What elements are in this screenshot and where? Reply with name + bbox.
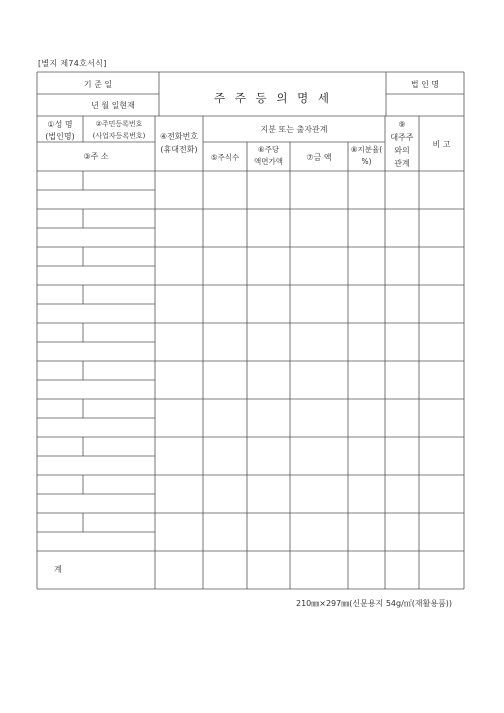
col-phone-line1: ④전화번호 bbox=[159, 132, 199, 141]
col-note: 비 고 bbox=[432, 140, 451, 149]
page-title: 주 주 등 의 명 세 bbox=[214, 91, 332, 105]
col-shares: ⑤주식수 bbox=[210, 153, 240, 162]
total-label: 계 bbox=[54, 565, 62, 574]
col-ratio-line1: ⑧지분율( bbox=[350, 145, 383, 154]
paper-spec-footer: 210㎜×297㎜(신문용지 54g/㎡(재활용품)) bbox=[296, 599, 453, 608]
date-line: 년 월 일현재 bbox=[91, 101, 135, 110]
col-phone-line2: (휴대전화) bbox=[160, 145, 198, 154]
base-date-label: 기 준 일 bbox=[83, 80, 113, 89]
col-id-line2: (사업자등록번호) bbox=[92, 132, 146, 140]
corp-name-label: 법 인 명 bbox=[410, 80, 440, 89]
col-name-line2: (법인명) bbox=[45, 132, 75, 141]
col-par-line1: ⑥주당 bbox=[257, 145, 280, 154]
col-relation-line1: ⑨ bbox=[398, 120, 406, 129]
col-group-shareholding: 지분 또는 출자관계 bbox=[260, 125, 328, 134]
col-par-line2: 액면가액 bbox=[254, 157, 283, 166]
col-address: ③주 소 bbox=[83, 152, 109, 161]
col-relation-line4: 관계 bbox=[394, 159, 410, 168]
col-ratio-line2: %) bbox=[361, 157, 372, 166]
col-id-line1: ②주민등록번호 bbox=[95, 120, 143, 128]
col-relation-line2: 대주주 bbox=[390, 133, 414, 142]
col-name-line1: ①성 명 bbox=[47, 120, 73, 129]
col-relation-line3: 와의 bbox=[394, 146, 410, 155]
col-amount: ⑦금 액 bbox=[306, 153, 332, 162]
form-number-label: [별지 제74호서식] bbox=[38, 59, 107, 68]
